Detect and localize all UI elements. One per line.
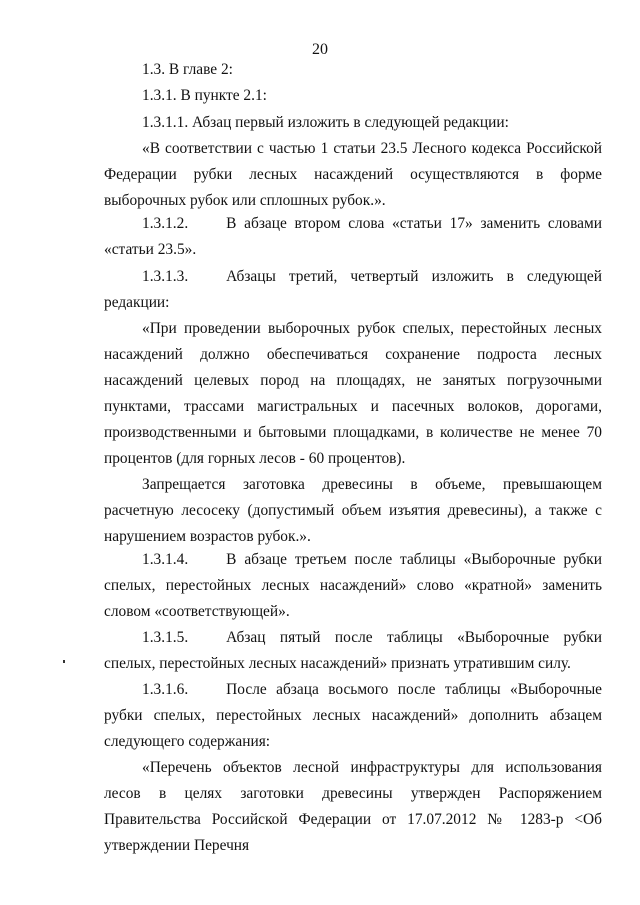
clause-number: 1.3.1.5.	[142, 629, 189, 646]
paragraph-1-3-1-6	[104, 677, 602, 755]
quote-paragraph-prohibition: Запрещается заготовка древесины в объеме, превышающем расчетную лесосеку (допустимый объем изъятия древесины), а также с нарушением возрастов рубок.».	[104, 476, 602, 545]
clause-text: В абзаце втором слова «статьи 17» заменить словами «статьи 23.5».	[104, 215, 602, 258]
paragraph-1-3-1-2	[104, 211, 602, 263]
quote-paragraph-selective-felling: «При проведении выборочных рубок спелых, перестойных лесных насаждений должно обеспечиваться сохранение подроста лесных насаждений целевых пород на площадях, не занятых погрузочными пунктами, трассами магистральных и пасечных волоков, дорогами, производственными и бытовыми площадками, в количестве не менее 70 процентов (для горных лесов - 60 процентов).	[104, 320, 602, 467]
clause-number: 1.3.1.6.	[142, 681, 189, 698]
paragraph-1-3-1-5	[104, 625, 602, 677]
clause-text: После абзаца восьмого после таблицы «Выборочные рубки спелых, перестойных лесных насаждений» дополнить абзацем следующего содержания:	[104, 681, 602, 750]
paragraph-1-3-1: 1.3.1. В пункте 2.1:	[142, 87, 267, 104]
quote-paragraph-forms-of-felling: «В соответствии с частью 1 статьи 23.5 Лесного кодекса Российской Федерации рубки лесных насаждений осуществляются в форме выборочных рубок или сплошных рубок.».	[104, 140, 602, 209]
paragraph-1-3-1-4	[104, 547, 602, 625]
paragraph-1-3-1-3	[104, 264, 602, 316]
clause-number: 1.3.1.4.	[142, 551, 189, 568]
clause-text: В абзаце третьем после таблицы «Выборочные рубки спелых, перестойных лесных насаждений» слово «кратной» заменить словом «соответствующей».	[104, 551, 602, 620]
clause-number: 1.3.1.2.	[142, 215, 189, 232]
scan-speck	[63, 660, 65, 663]
clause-text: Абзацы третий, четвертый изложить в следующей редакции:	[104, 268, 602, 311]
page-number: 20	[312, 41, 328, 58]
quote-paragraph-infrastructure-list: «Перечень объектов лесной инфраструктуры для использования лесов в целях заготовки древесины утвержден Распоряжением Правительства Российской Федерации от 17.07.2012 № 1283-р <Об утверждении Перечня	[104, 759, 602, 854]
paragraph-1-3-1-1: 1.3.1.1. Абзац первый изложить в следующей редакции:	[142, 114, 509, 131]
paragraph-1-3: 1.3. В главе 2:	[142, 61, 233, 78]
clause-number: 1.3.1.3.	[142, 268, 189, 285]
clause-text: Абзац пятый после таблицы «Выборочные рубки спелых, перестойных лесных насаждений» признать утратившим силу.	[104, 629, 602, 672]
